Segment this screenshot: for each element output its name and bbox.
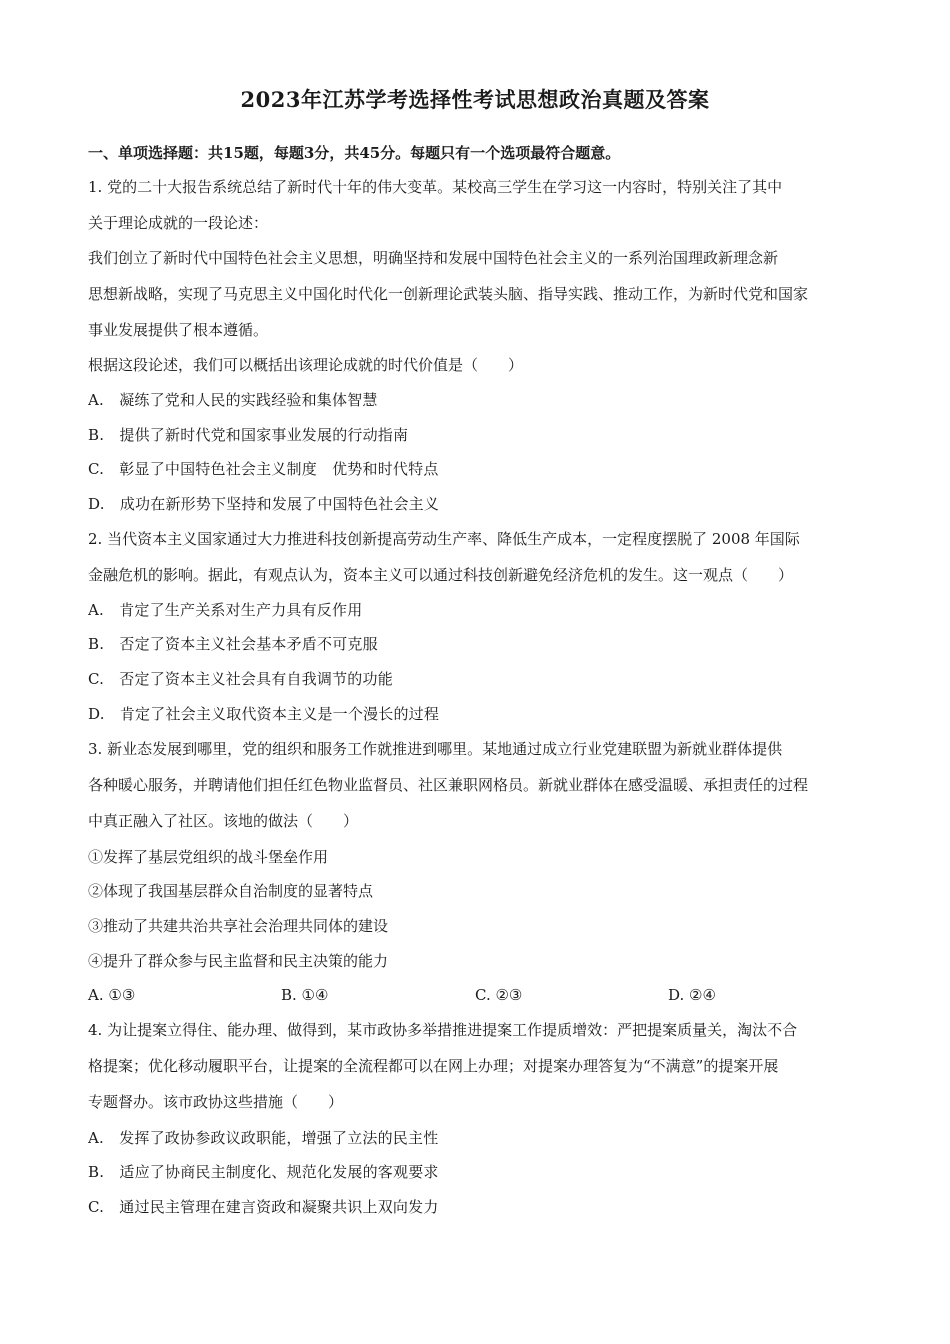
q2-option-c: C. 否定了资本主义社会具有自我调节的功能 <box>88 670 393 688</box>
q4-stem-line1: 4. 为让提案立得住、能办理、做得到，某市政协多举措推进提案工作提质增效：严把提案质量关，淘汰不合 <box>88 1021 798 1039</box>
q1-stem-line1: 1. 党的二十大报告系统总结了新时代十年的伟大变革。某校高三学生在学习这一内容时，特别关注了其中 <box>88 178 783 196</box>
q2-option-b: B. 否定了资本主义社会基本矛盾不可克服 <box>88 635 378 653</box>
q3-item-2: ②体现了我国基层群众自治制度的显著特点 <box>88 882 374 900</box>
q4-stem-line3: 专题督办。该市政协这些措施（ ） <box>88 1093 344 1111</box>
q1-quote-line1: 我们创立了新时代中国特色社会主义思想，明确坚持和发展中国特色社会主义的一系列治国理政新理念新 <box>88 249 779 267</box>
q2-option-d: D. 肯定了社会主义取代资本主义是一个漫长的过程 <box>88 705 440 723</box>
q2-stem-line1: 2. 当代资本主义国家通过大力推进科技创新提高劳动生产率、降低生产成本，一定程度摆脱了 2008 年国际 <box>88 530 800 548</box>
q4-option-b: B. 适应了协商民主制度化、规范化发展的客观要求 <box>88 1163 439 1181</box>
q1-option-c: C. 彰显了中国特色社会主义制度 优势和时代特点 <box>88 460 439 478</box>
q3-stem-line1: 3. 新业态发展到哪里，党的组织和服务工作就推进到哪里。某地通过成立行业党建联盟为新就业群体提供 <box>88 740 783 758</box>
q2-stem-line2: 金融危机的影响。据此，有观点认为，资本主义可以通过科技创新避免经济危机的发生。这一观点（ ） <box>88 566 794 584</box>
q3-item-1: ①发挥了基层党组织的战斗堡垒作用 <box>88 848 329 866</box>
q1-option-b: B. 提供了新时代党和国家事业发展的行动指南 <box>88 426 409 444</box>
q3-item-3: ③推动了共建共治共享社会治理共同体的建设 <box>88 917 389 935</box>
q3-stem-line2: 各种暖心服务，并聘请他们担任红色物业监督员、社区兼职网格员。新就业群体在感受温暖、承担责任的过程 <box>88 776 809 794</box>
q3-choice-c: C. ②③ <box>475 986 523 1004</box>
q1-question: 根据这段论述，我们可以概括出该理论成就的时代价值是（ ） <box>88 356 524 374</box>
section-header: 一、单项选择题：共15题，每题3分，共45分。每题只有一个选项最符合题意。 <box>88 144 621 162</box>
q1-option-d: D. 成功在新形势下坚持和发展了中国特色社会主义 <box>88 495 440 513</box>
q3-stem-line3: 中真正融入了社区。该地的做法（ ） <box>88 812 359 830</box>
q4-stem-line2: 格提案；优化移动履职平台，让提案的全流程都可以在网上办理；对提案办理答复为“不满意”的提案开展 <box>88 1057 779 1075</box>
document-title: 2023年江苏学考选择性考试思想政治真题及答案 <box>240 87 710 112</box>
q4-option-a: A. 发挥了政协参政议政职能，增强了立法的民主性 <box>88 1129 439 1147</box>
q1-quote-line2: 思想新战略，实现了马克思主义中国化时代化一创新理论武装头脑、指导实践、推动工作，为新时代党和国家 <box>88 285 809 303</box>
q3-choice-a: A. ①③ <box>88 986 136 1004</box>
q1-option-a: A. 凝练了党和人民的实践经验和集体智慧 <box>88 391 378 409</box>
q3-choice-b: B. ①④ <box>281 986 329 1004</box>
q1-quote-line3: 事业发展提供了根本遵循。 <box>88 321 269 339</box>
q2-option-a: A. 肯定了生产关系对生产力具有反作用 <box>88 601 363 619</box>
q3-item-4: ④提升了群众参与民主监督和民主决策的能力 <box>88 952 389 970</box>
q3-choice-d: D. ②④ <box>668 986 716 1004</box>
q4-option-c: C. 通过民主管理在建言资政和凝聚共识上双向发力 <box>88 1198 439 1216</box>
q1-stem-line2: 关于理论成就的一段论述： <box>88 214 269 232</box>
